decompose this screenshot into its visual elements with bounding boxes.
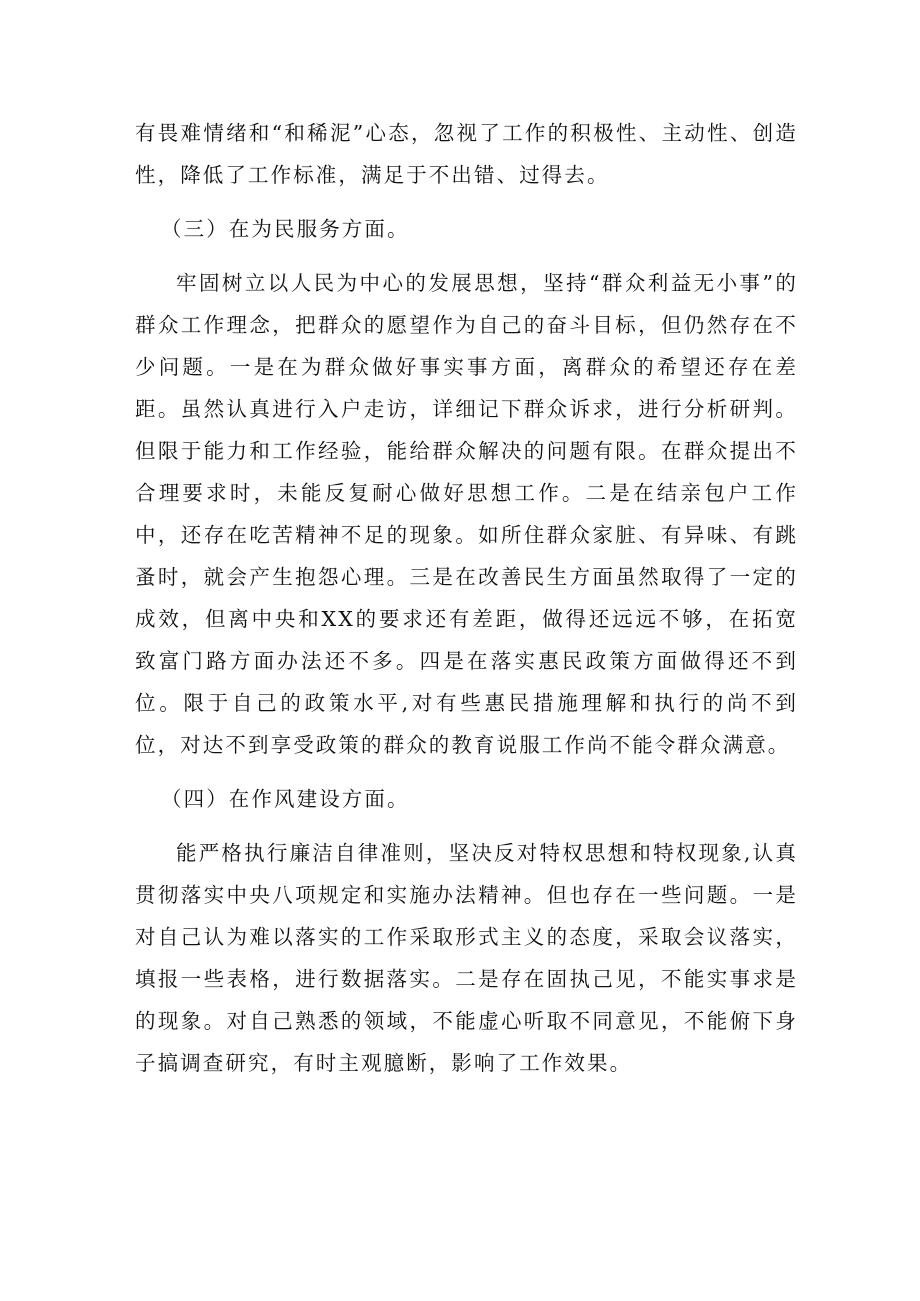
paragraph-gap	[135, 766, 798, 778]
paragraph-gap	[135, 196, 798, 208]
body-paragraph-continued: 有畏难情绪和“和稀泥”心态，忽视了工作的积极性、主动性、创造性，降低了工作标准，满足于不出错、过得去。	[135, 121, 798, 187]
section-heading-4: （四）在作风建设方面。	[161, 787, 410, 811]
section-heading-3: （三）在为民服务方面。	[161, 217, 410, 241]
paragraph-gap	[135, 250, 798, 262]
body-paragraph-public-service: 牢固树立以人民为中心的发展思想，坚持“群众利益无小事”的群众工作理念，把群众的愿望作为自己的奋斗目标，但仍然存在不少问题。一是在为群众做好事实事方面，离群众的希望还存在差距。虽然认真进行入户走访，详细记下群众诉求，进行分析研判。但限于能力和工作经验，能给群众解决的问题有限。在群众提出不合理要求时，未能反复耐心做好思想工作。二是在结亲包户工作中，还存在吃苦精神不足的现象。如所住群众家脏、有异味、有跳蚤时，就会产生抱怨心理。三是在改善民生方面虽然取得了一定的成效，但离中央和XX的要求还有差距，做得还远远不够，在拓宽致富门路方面办法还不多。四是在落实惠民政策方面做得还不到位。限于自己的政策水平,对有些惠民措施理解和执行的尚不到位，对达不到享受政策的群众的教育说服工作尚不能令群众满意。	[135, 271, 798, 757]
paragraph-gap	[135, 820, 798, 832]
body-paragraph-work-style: 能严格执行廉洁自律准则，坚决反对特权思想和特权现象,认真贯彻落实中央八项规定和实施办法精神。但也存在一些问题。一是对自己认为难以落实的工作采取形式主义的态度，采取会议落实，填报一些表格，进行数据落实。二是存在固执己见，不能实事求是的现象。对自己熟悉的领域，不能虚心听取不同意见，不能俯下身子搞调查研究，有时主观臆断，影响了工作效果。	[135, 841, 798, 1075]
